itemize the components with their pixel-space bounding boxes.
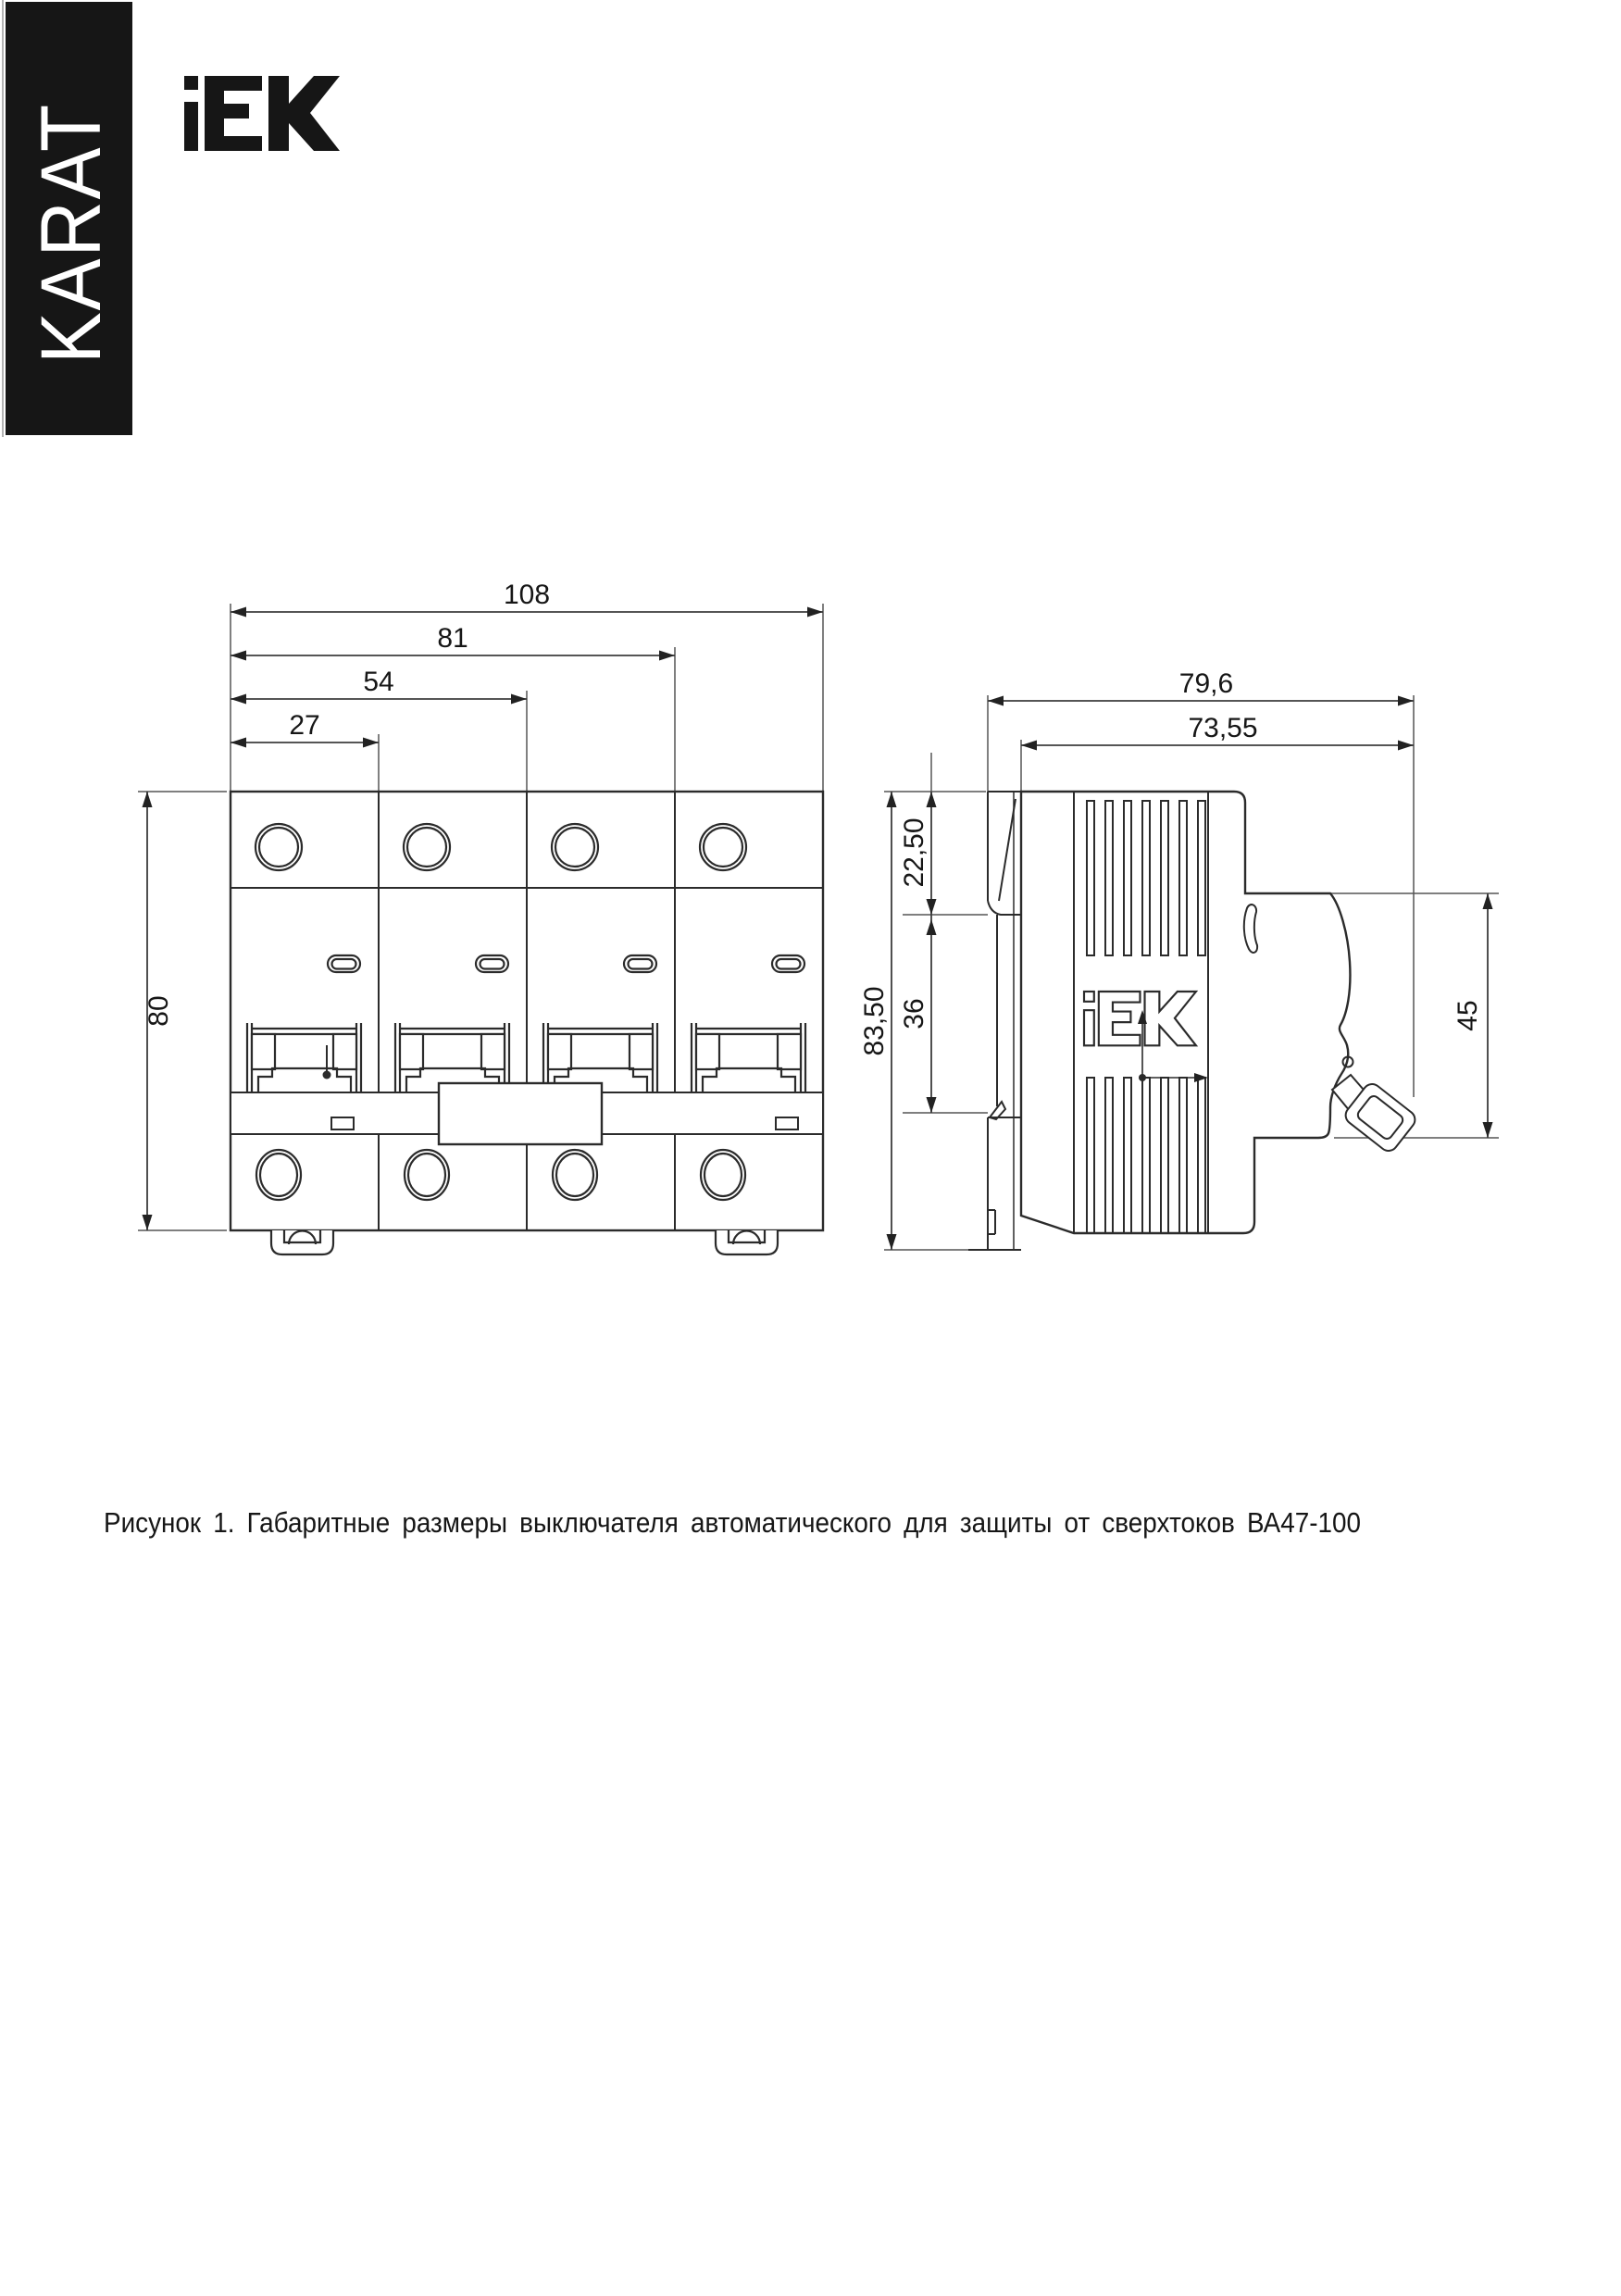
din-clip-right <box>716 1230 778 1254</box>
dim-label-80: 80 <box>143 995 174 1027</box>
dim-label-22-50: 22,50 <box>899 817 929 888</box>
iek-logo <box>184 76 340 151</box>
din-rail-plate <box>968 792 1021 1250</box>
tie-bar-center-block <box>439 1083 602 1144</box>
dim-label-81: 81 <box>437 623 468 654</box>
dim-label-73-55: 73,55 <box>1188 713 1258 743</box>
dim-label-36: 36 <box>899 998 929 1029</box>
dim-label-27: 27 <box>289 710 320 741</box>
din-clip-left <box>271 1230 333 1254</box>
dim-label-108: 108 <box>503 580 551 610</box>
sidebar-brand-label: KARAT <box>24 77 118 364</box>
front-breaker-body <box>231 792 823 1254</box>
dim-label-54: 54 <box>363 667 394 697</box>
toggle-handle <box>1332 1075 1418 1154</box>
front-view <box>138 580 823 1254</box>
figure-caption: Рисунок 1. Габаритные размеры выключателя автоматического для защиты от сверхтоков ВА47-100 <box>104 1506 1361 1539</box>
dim-label-79-6: 79,6 <box>1178 668 1234 699</box>
side-breaker-body <box>968 792 1418 1250</box>
dim-label-83-50: 83,50 <box>859 986 890 1056</box>
dim-label-45: 45 <box>1453 1000 1483 1031</box>
sidebar-brand-bar <box>6 2 132 435</box>
side-view <box>859 668 1499 1250</box>
